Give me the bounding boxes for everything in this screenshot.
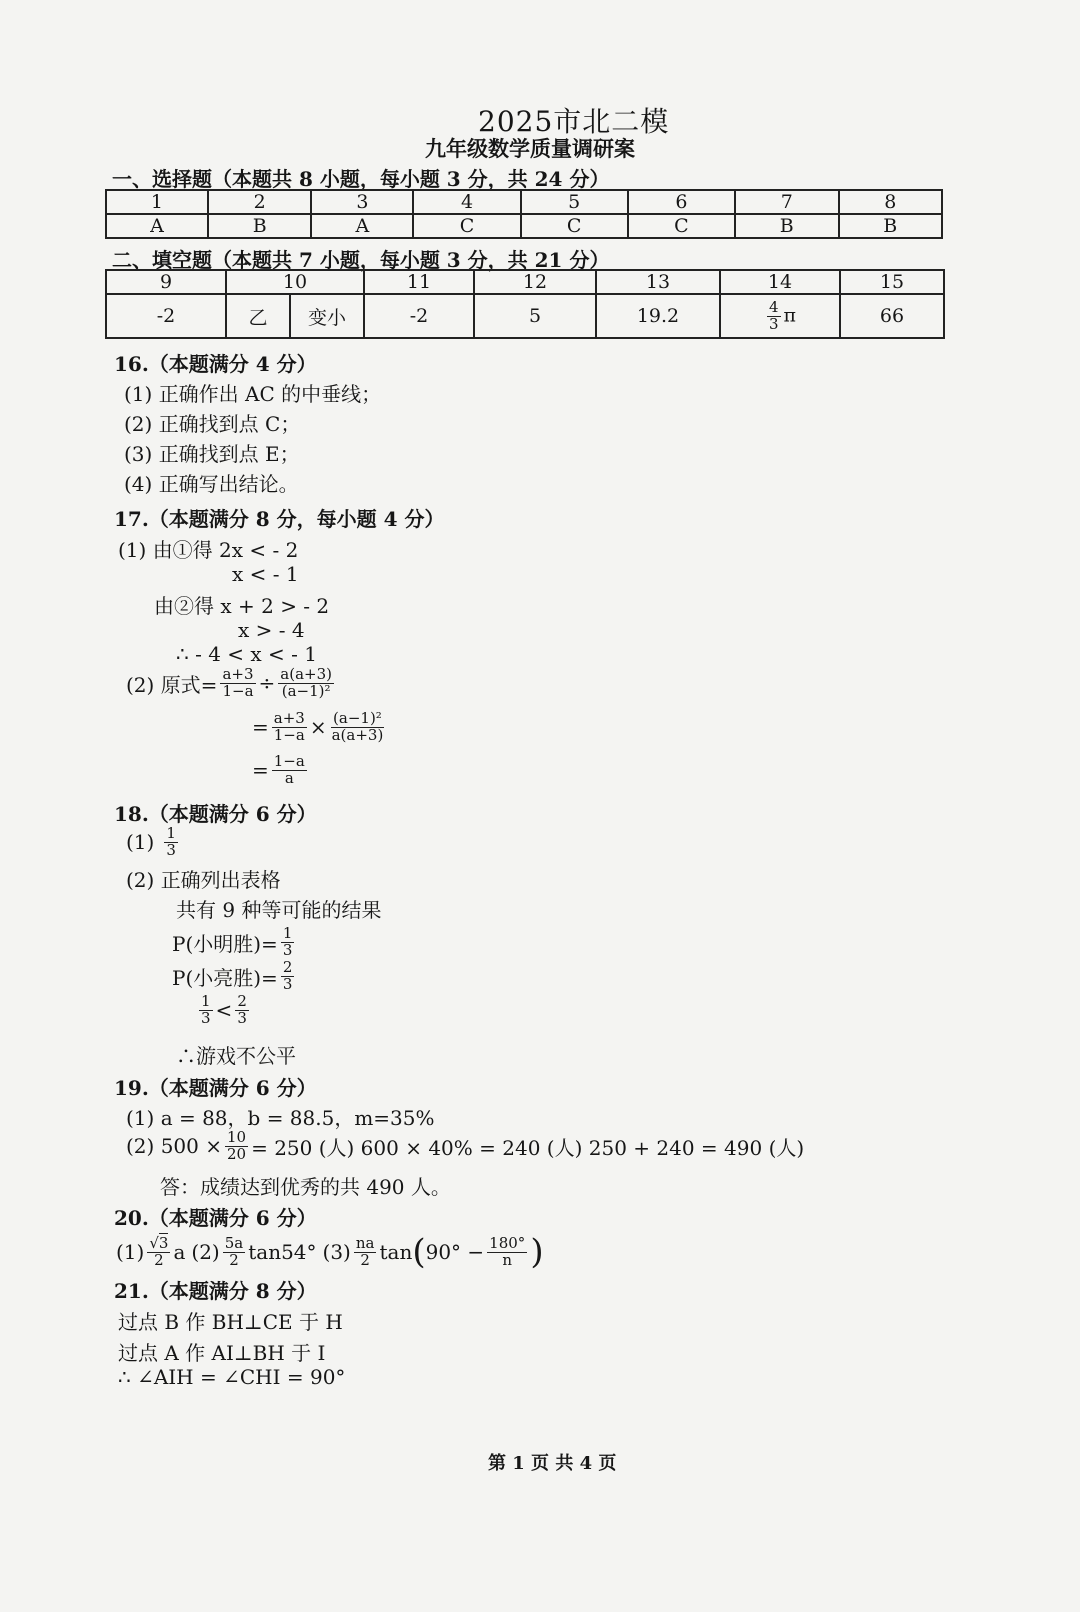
fill-answer: 5 <box>474 294 596 338</box>
fill-answer: 66 <box>840 294 944 338</box>
choice-answer-table <box>105 189 943 239</box>
page-subtitle: 九年级数学质量调研案 <box>425 136 635 161</box>
right-paren: ) <box>530 1232 544 1272</box>
fraction: $\frac{2}{3}$ <box>282 958 293 993</box>
q17-part2-line1: (2) 原式= $\frac{a+3}{1-a}$ ÷ $\frac{a(a+3)}{\text{(a−1)²}}$ <box>126 665 332 700</box>
q-number: 2 <box>208 190 311 214</box>
q21-line: 过点 B 作 BH⊥CE 于 H <box>118 1310 343 1334</box>
fraction: $\frac{2}{3}$ <box>237 992 247 1027</box>
q17-step: 由②得 x + 2 > - 2 <box>154 594 330 618</box>
page-title: 2025市北二模 <box>478 105 670 138</box>
fill-answer: -2 <box>364 294 474 338</box>
fraction: $\frac{10}{20}$ <box>226 1128 247 1163</box>
q18-prob-a: P(小明胜)= $\frac{1}{3}$ <box>172 924 293 959</box>
fraction: $\frac{5a}{2}$ <box>224 1233 244 1269</box>
q18-part1: (1) $\frac{1}{3}$ <box>126 824 176 859</box>
q18-compare: $\frac{1}{3}$ < $\frac{2}{3}$ <box>201 992 247 1027</box>
q-number: 7 <box>735 190 838 214</box>
fraction: $\frac{1}{3}$ <box>166 824 176 859</box>
fill-answer: 乙 <box>226 294 290 338</box>
fraction: $\frac{\text{(a−1)²}}{a(a+3)}$ <box>331 709 384 744</box>
fill-answer: 变小 <box>290 294 364 338</box>
q-number: 10 <box>226 270 364 294</box>
q21-line: 过点 A 作 AI⊥BH 于 I <box>118 1341 326 1365</box>
q18-line: 共有 9 种等可能的结果 <box>176 898 382 922</box>
fraction: $\frac{1-a}{a}$ <box>273 752 305 787</box>
q17-step: x > - 4 <box>238 618 305 642</box>
fraction: $\frac{√3}{2}$ <box>149 1233 169 1269</box>
fraction: $\frac{180^\circ}{n}$ <box>489 1233 526 1269</box>
q18-conclusion: ∴游戏不公平 <box>176 1044 296 1068</box>
fill-answer: $\frac{4}{3}$ π <box>720 294 840 338</box>
q16-line: (2) 正确找到点 C； <box>124 412 301 436</box>
choice-answer: B <box>839 214 943 238</box>
q21-heading: 21.（本题满分 8 分） <box>114 1279 317 1303</box>
choice-answer: A <box>311 214 413 238</box>
fraction: $\frac{a+3}{1-a}$ <box>222 665 254 700</box>
q19-part1: (1) a = 88，b = 88.5，m=35% <box>126 1106 435 1130</box>
q16-heading: 16.（本题满分 4 分） <box>114 352 317 376</box>
q-number: 11 <box>364 270 474 294</box>
q-number: 9 <box>106 270 226 294</box>
q-number: 5 <box>521 190 628 214</box>
q-number: 12 <box>474 270 596 294</box>
choice-answer: C <box>628 214 735 238</box>
q-number: 15 <box>840 270 944 294</box>
fraction: $\frac{4}{3}$ <box>768 297 779 333</box>
q18-line: (2) 正确列出表格 <box>126 868 281 892</box>
q20-answers: (1) $\frac{√3}{2}$ a (2) $\frac{5a}{2}$ tan54° (3) $\frac{na}{2}$ tan ( 90° − $\frac{180^\circ}{n}$ ) <box>116 1232 544 1272</box>
fill-answer: -2 <box>106 294 226 338</box>
q-number: 8 <box>839 190 943 214</box>
fraction: $\frac{a+3}{1-a}$ <box>273 709 305 744</box>
q17-part2-line3: = $\frac{1-a}{a}$ <box>252 752 305 787</box>
q16-line: (3) 正确找到点 E； <box>124 442 300 466</box>
q17-step: x < - 1 <box>232 562 299 586</box>
q19-part2: (2) 500 × $\frac{10}{20}$ = 250 (人) 600 × 40% = 240 (人) 250 + 240 = 490 (人) <box>126 1128 805 1163</box>
q-number: 14 <box>720 270 840 294</box>
q17-heading: 17.（本题满分 8 分，每小题 4 分） <box>114 507 445 531</box>
q17-step: (1) 由①得 2x < - 2 <box>118 538 299 562</box>
q17-step: ∴ - 4 < x < - 1 <box>176 642 317 666</box>
q-number: 6 <box>628 190 735 214</box>
choice-answer: A <box>106 214 208 238</box>
q20-heading: 20.（本题满分 6 分） <box>114 1206 317 1230</box>
fraction: $\frac{1}{3}$ <box>282 924 293 959</box>
fraction: $\frac{na}{2}$ <box>355 1233 375 1269</box>
choice-answer: B <box>208 214 311 238</box>
q-number: 4 <box>413 190 520 214</box>
q18-prob-b: P(小亮胜)= $\frac{2}{3}$ <box>172 958 293 993</box>
fill-answer-table <box>105 269 945 339</box>
section2-heading: 二、填空题（本题共 7 小题，每小题 3 分，共 21 分） <box>112 248 610 272</box>
q19-answer: 答：成绩达到优秀的共 490 人。 <box>160 1175 451 1199</box>
page-number: 第 1 页 共 4 页 <box>488 1453 617 1474</box>
q-number: 13 <box>596 270 720 294</box>
q19-heading: 19.（本题满分 6 分） <box>114 1076 317 1100</box>
left-paren: ( <box>412 1232 426 1272</box>
choice-answer: C <box>413 214 520 238</box>
fraction: $\frac{a(a+3)}{\text{(a−1)²}}$ <box>280 665 332 700</box>
q21-line: ∴ ∠AIH = ∠CHI = 90° <box>118 1365 346 1389</box>
fill-answer: 19.2 <box>596 294 720 338</box>
q16-line: (4) 正确写出结论。 <box>124 472 299 496</box>
q16-line: (1) 正确作出 AC 的中垂线； <box>124 382 382 406</box>
q18-heading: 18.（本题满分 6 分） <box>114 802 317 826</box>
q17-part2-line2: = $\frac{a+3}{1-a}$ × $\frac{\text{(a−1)²}}{a(a+3)}$ <box>252 709 384 744</box>
q-number: 1 <box>106 190 208 214</box>
choice-answer: B <box>735 214 838 238</box>
fraction: $\frac{1}{3}$ <box>201 992 211 1027</box>
section1-heading: 一、选择题（本题共 8 小题，每小题 3 分，共 24 分） <box>112 167 610 191</box>
q-number: 3 <box>311 190 413 214</box>
choice-answer: C <box>521 214 628 238</box>
